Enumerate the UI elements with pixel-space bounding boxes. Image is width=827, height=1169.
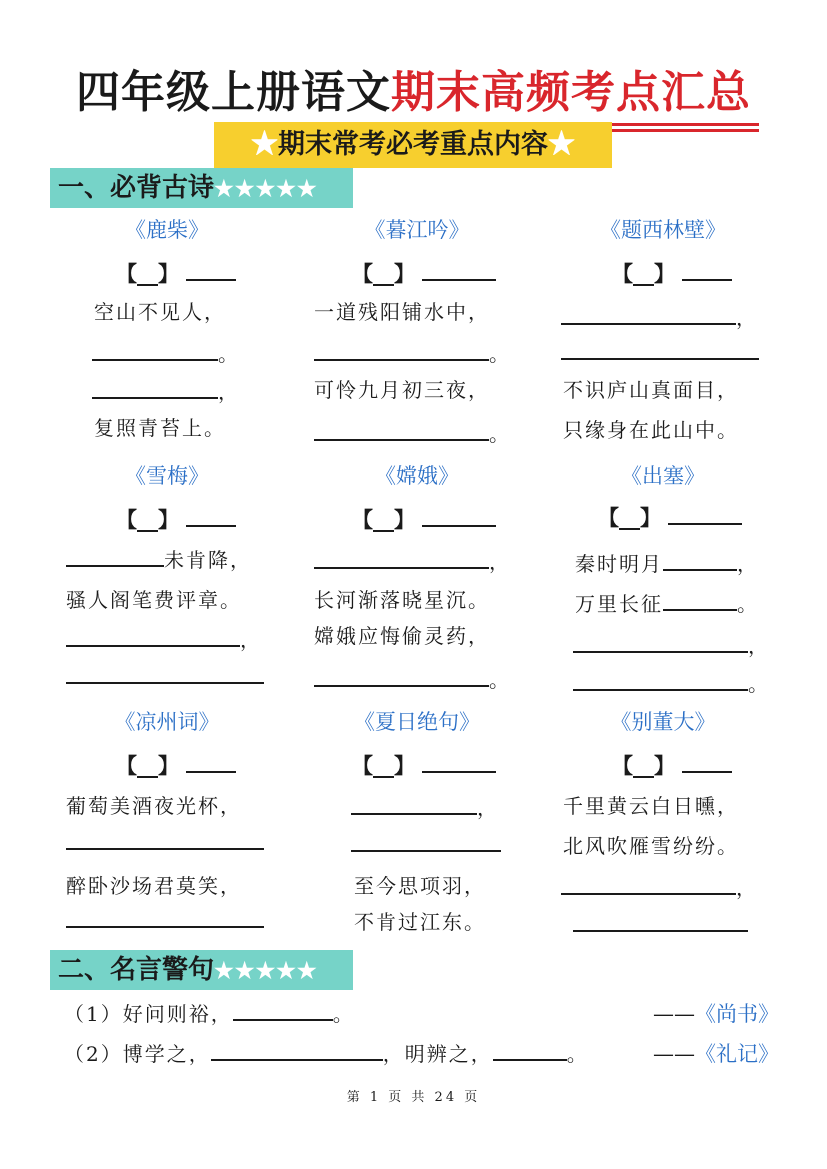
quote-1-source xyxy=(653,998,779,1028)
poem-line xyxy=(314,418,511,447)
answer-blank[interactable] xyxy=(422,507,496,527)
punct: 。 xyxy=(489,422,511,446)
answer-blank[interactable] xyxy=(314,341,489,361)
bracket-text: 【__】 xyxy=(612,753,675,778)
poem-bracket xyxy=(612,750,732,780)
poem-line: 不肯过江东。 xyxy=(354,910,486,934)
answer-blank[interactable] xyxy=(92,379,218,399)
quote-text: ，明辨之， xyxy=(382,1042,493,1066)
star-left-icon: ★ xyxy=(251,129,278,160)
poem-bracket xyxy=(116,258,236,288)
punct: ， xyxy=(737,552,759,576)
punct: ， xyxy=(736,306,758,330)
punct: ， xyxy=(489,550,511,574)
poem-line xyxy=(575,588,759,617)
answer-blank[interactable] xyxy=(663,591,737,611)
star-right-icon: ★ xyxy=(548,129,575,160)
answer-blank[interactable] xyxy=(573,633,748,653)
poem-line xyxy=(575,548,759,577)
answer-blank[interactable] xyxy=(314,421,489,441)
poem-line xyxy=(573,912,748,937)
poem-text: 秦时明月 xyxy=(575,552,663,576)
poem-title-xiarijueju: 《夏日绝句》 xyxy=(354,710,480,734)
page-footer: 第 1 页 共 24 页 xyxy=(346,1090,481,1105)
answer-blank[interactable] xyxy=(422,753,496,773)
poem-line: 骚人阁笔费评章。 xyxy=(66,588,242,612)
poem-line xyxy=(66,908,264,933)
poem-line xyxy=(66,544,252,573)
poem-line xyxy=(561,340,759,365)
punct: ， xyxy=(736,876,758,900)
poem-bracket xyxy=(612,258,732,288)
answer-blank[interactable] xyxy=(573,912,748,932)
punct: 。 xyxy=(489,668,511,692)
poem-title-tixilinbi: 《题西林壁》 xyxy=(600,218,726,242)
poem-line: 长河渐落晓星沉。 xyxy=(314,588,490,612)
quote-1 xyxy=(64,998,355,1027)
title-red-text: 期末高频考点汇总 xyxy=(391,67,751,118)
title-red xyxy=(391,56,751,120)
poem-line: 不识庐山真面目， xyxy=(563,378,739,402)
page-title xyxy=(0,56,827,120)
poem-text: 万里长征 xyxy=(575,592,663,616)
poem-line xyxy=(92,338,240,367)
poem-line xyxy=(351,792,499,821)
answer-blank[interactable] xyxy=(561,875,736,895)
poem-line xyxy=(314,546,511,575)
poem-line: 一道残阳铺水中， xyxy=(314,300,490,324)
poem-title-chusai: 《出塞》 xyxy=(621,464,705,488)
bracket-text: 【__】 xyxy=(598,505,661,530)
answer-blank[interactable] xyxy=(314,667,489,687)
answer-blank[interactable] xyxy=(66,908,264,928)
answer-blank[interactable] xyxy=(682,261,732,281)
poem-line: 只缘身在此山中。 xyxy=(563,418,739,442)
poem-line: 千里黄云白日曛， xyxy=(563,794,739,818)
answer-blank[interactable] xyxy=(422,261,496,281)
poem-text: 未肯降， xyxy=(164,548,252,572)
poem-line: 空山不见人， xyxy=(94,300,226,324)
poem-title-luzhai: 《鹿柴》 xyxy=(125,218,209,242)
bracket-text: 【__】 xyxy=(352,261,415,286)
punct: ， xyxy=(240,628,262,652)
answer-blank[interactable] xyxy=(561,305,736,325)
section2-title: 二、名言警句 xyxy=(58,955,215,985)
section1-header xyxy=(50,168,353,208)
answer-blank[interactable] xyxy=(211,1041,383,1061)
bracket-text: 【__】 xyxy=(612,261,675,286)
punct: 。 xyxy=(218,342,240,366)
punct: 。 xyxy=(332,1002,355,1026)
dash: —— xyxy=(653,1002,695,1026)
answer-blank[interactable] xyxy=(186,753,236,773)
punct: 。 xyxy=(748,672,770,696)
answer-blank[interactable] xyxy=(682,753,732,773)
answer-blank[interactable] xyxy=(233,1001,333,1021)
poem-bracket xyxy=(352,504,496,534)
answer-blank[interactable] xyxy=(92,341,218,361)
poem-bracket xyxy=(352,750,496,780)
bracket-text: 【__】 xyxy=(116,753,179,778)
answer-blank[interactable] xyxy=(66,627,240,647)
poem-line xyxy=(66,830,264,855)
section1-title: 一、必背古诗 xyxy=(58,173,215,203)
quote-2 xyxy=(64,1038,589,1067)
bracket-text: 【__】 xyxy=(116,261,179,286)
poem-line: 可怜九月初三夜， xyxy=(314,378,490,402)
poem-line: 至今思项羽， xyxy=(354,874,486,898)
poem-title-biedongda: 《别董大》 xyxy=(610,710,716,734)
answer-blank[interactable] xyxy=(663,551,737,571)
poem-line: 嫦娥应悔偷灵药， xyxy=(314,624,490,648)
source-text: 《尚书》 xyxy=(695,1002,779,1026)
subtitle-text: 期末常考必考重点内容 xyxy=(278,129,548,160)
poem-line xyxy=(561,872,758,901)
poem-title-mujiangyin: 《暮江吟》 xyxy=(364,218,470,242)
answer-blank[interactable] xyxy=(573,671,748,691)
answer-blank[interactable] xyxy=(668,505,742,525)
poem-line xyxy=(314,664,511,693)
poem-line xyxy=(66,624,262,653)
punct: 。 xyxy=(737,592,759,616)
answer-blank[interactable] xyxy=(314,549,489,569)
poem-line xyxy=(573,630,770,659)
poem-line: 葡萄美酒夜光杯， xyxy=(66,794,242,818)
bracket-text: 【__】 xyxy=(116,507,179,532)
bracket-text: 【__】 xyxy=(352,753,415,778)
poem-line: 醉卧沙场君莫笑， xyxy=(66,874,242,898)
punct: ， xyxy=(748,634,770,658)
section1-stars-icon: ★★★★★ xyxy=(214,176,318,202)
answer-blank[interactable] xyxy=(351,832,501,852)
poem-line xyxy=(92,376,240,405)
poem-line: 北风吹雁雪纷纷。 xyxy=(563,834,739,858)
poem-line: 复照青苔上。 xyxy=(94,416,226,440)
quote-text: 好问则裕， xyxy=(122,1002,233,1026)
answer-blank[interactable] xyxy=(66,547,164,567)
poem-line xyxy=(66,664,264,689)
bracket-text: 【__】 xyxy=(352,507,415,532)
quote-number: （1） xyxy=(64,1002,123,1026)
poem-bracket xyxy=(352,258,496,288)
dash: —— xyxy=(653,1042,695,1066)
poem-line xyxy=(351,832,501,857)
source-text: 《礼记》 xyxy=(695,1042,779,1066)
quote-number: （2） xyxy=(64,1042,123,1066)
subtitle-banner xyxy=(214,122,612,168)
quote-text: 博学之， xyxy=(122,1042,211,1066)
poem-title-change: 《嫦娥》 xyxy=(375,464,459,488)
poem-bracket xyxy=(116,504,236,534)
answer-blank[interactable] xyxy=(351,795,477,815)
poem-title-liangzhouci: 《凉州词》 xyxy=(114,710,220,734)
answer-blank[interactable] xyxy=(561,340,759,360)
poem-line xyxy=(314,338,511,367)
punct: ， xyxy=(218,380,240,404)
punct: ， xyxy=(477,796,499,820)
punct: 。 xyxy=(489,342,511,366)
title-black: 四年级上册语文 xyxy=(76,67,391,118)
poem-line xyxy=(573,668,770,697)
poem-title-xuemei: 《雪梅》 xyxy=(125,464,209,488)
answer-blank[interactable] xyxy=(186,261,236,281)
answer-blank[interactable] xyxy=(66,664,264,684)
punct: 。 xyxy=(566,1042,589,1066)
answer-blank[interactable] xyxy=(493,1041,567,1061)
section2-stars-icon: ★★★★★ xyxy=(214,958,318,984)
answer-blank[interactable] xyxy=(66,830,264,850)
quote-2-source xyxy=(653,1038,779,1068)
answer-blank[interactable] xyxy=(186,507,236,527)
poem-bracket xyxy=(116,750,236,780)
section2-header xyxy=(50,950,353,990)
poem-bracket xyxy=(598,502,742,532)
poem-line xyxy=(561,302,758,331)
